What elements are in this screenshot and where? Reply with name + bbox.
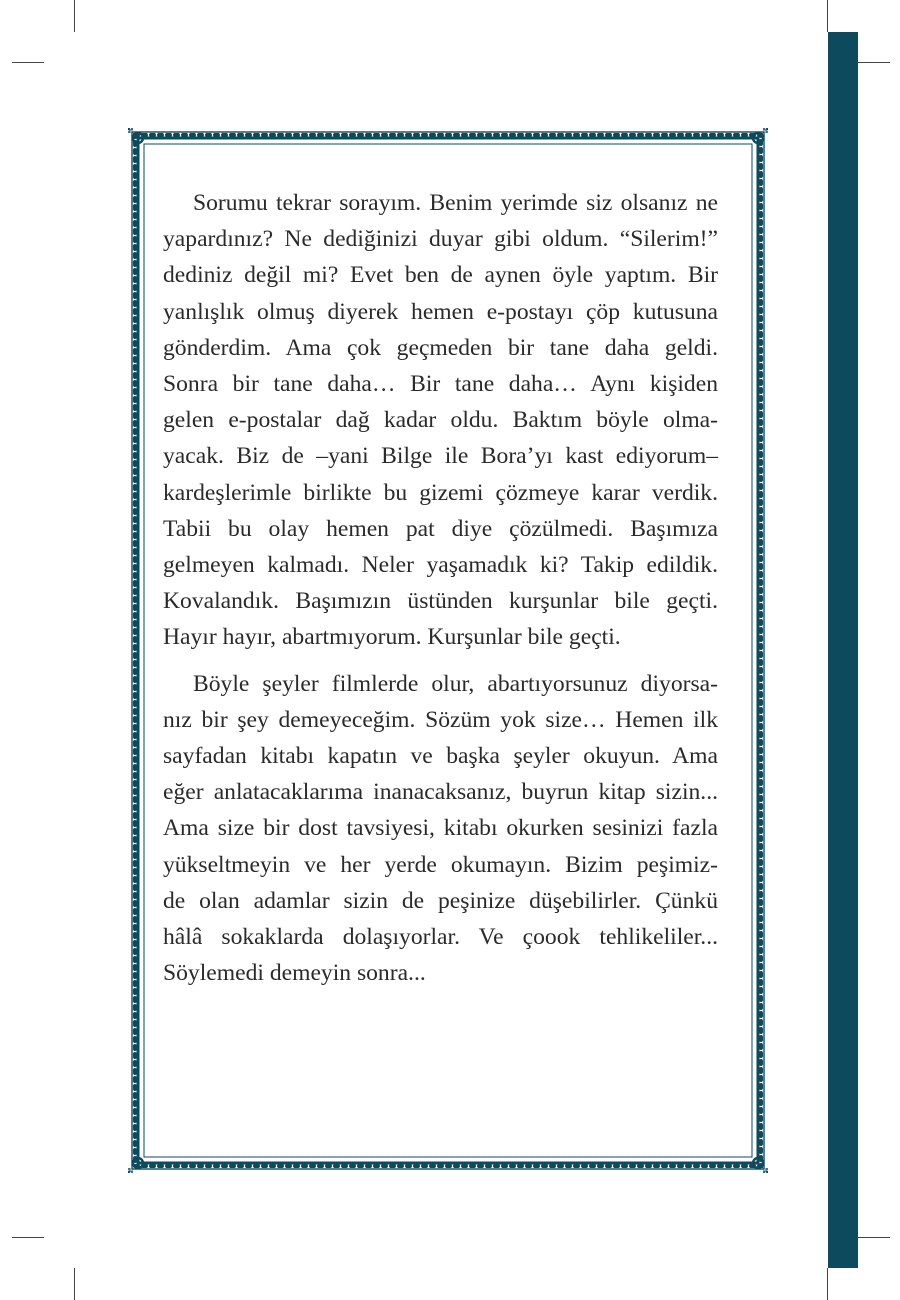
crop-mark bbox=[858, 1237, 890, 1238]
crop-mark bbox=[827, 0, 828, 32]
text-line: Ama size bir dost tavsiyesi, kitabı okurken sesinizi fazla bbox=[163, 815, 718, 842]
crop-mark bbox=[74, 1268, 75, 1300]
text-line: sayfadan kitabı kapatın ve başka şeyler okuyun. Ama bbox=[163, 743, 718, 770]
text-line: Söylemedi demeyin sonra... bbox=[163, 960, 426, 987]
crop-mark bbox=[858, 62, 890, 63]
text-line: kardeşlerimle birlikte bu gizemi çözmeye karar verdik. bbox=[163, 479, 718, 506]
text-line: yanlışlık olmuş diyerek hemen e-postayı çöp kutusuna bbox=[163, 298, 718, 325]
text-line: yapardınız? Ne dediğinizi duyar gibi oldum. “Silerim!” bbox=[163, 226, 718, 253]
text-line: Tabii bu olay hemen pat diye çözülmedi. Başımıza bbox=[163, 515, 718, 542]
paragraph-2 bbox=[163, 666, 718, 992]
text-line: eğer anlatacaklarıma inanacaksanız, buyrun kitap sizin... bbox=[163, 779, 718, 806]
text-line: Sorumu tekrar sorayım. Benim yerimde siz olsanız ne bbox=[193, 190, 718, 216]
book-spine-strip bbox=[828, 32, 858, 1268]
crop-mark bbox=[12, 62, 44, 63]
text-line: Kovalandık. Başımızın üstünden kurşunlar bile geçti. bbox=[163, 588, 718, 615]
text-line: Sonra bir tane daha… Bir tane daha… Aynı kişiden bbox=[163, 371, 718, 398]
text-line: de olan adamlar sizin de peşinize düşebilirler. Çünkü bbox=[163, 887, 718, 914]
text-line: gelen e-postalar dağ kadar oldu. Baktım böyle olma- bbox=[163, 407, 718, 434]
text-line: yacak. Biz de –yani Bilge ile Bora’yı kast ediyorum– bbox=[163, 443, 718, 470]
text-line: yükseltmeyin ve her yerde okumayın. Bizim peşimiz- bbox=[163, 851, 718, 878]
text-line: dediniz değil mi? Evet ben de aynen öyle yaptım. Bir bbox=[163, 262, 718, 289]
crop-mark bbox=[74, 0, 75, 32]
text-line: gelmeyen kalmadı. Neler yaşamadık ki? Takip edildik. bbox=[163, 552, 718, 579]
book-body-text bbox=[163, 185, 718, 1001]
text-line: Böyle şeyler filmlerde olur, abartıyorsunuz diyorsa- bbox=[193, 670, 718, 697]
text-line: gönderdim. Ama çok geçmeden bir tane daha geldi. bbox=[163, 334, 718, 361]
crop-mark bbox=[12, 1237, 44, 1238]
crop-mark bbox=[827, 1268, 828, 1300]
paragraph-1 bbox=[163, 185, 718, 656]
text-line: hâlâ sokaklarda dolaşıyorlar. Ve çoook tehlikeliler... bbox=[163, 924, 718, 951]
text-line: Hayır hayır, abartmıyorum. Kurşunlar bile geçti. bbox=[163, 624, 621, 651]
text-line: nız bir şey demeyeceğim. Sözüm yok size… Hemen ilk bbox=[163, 706, 718, 733]
